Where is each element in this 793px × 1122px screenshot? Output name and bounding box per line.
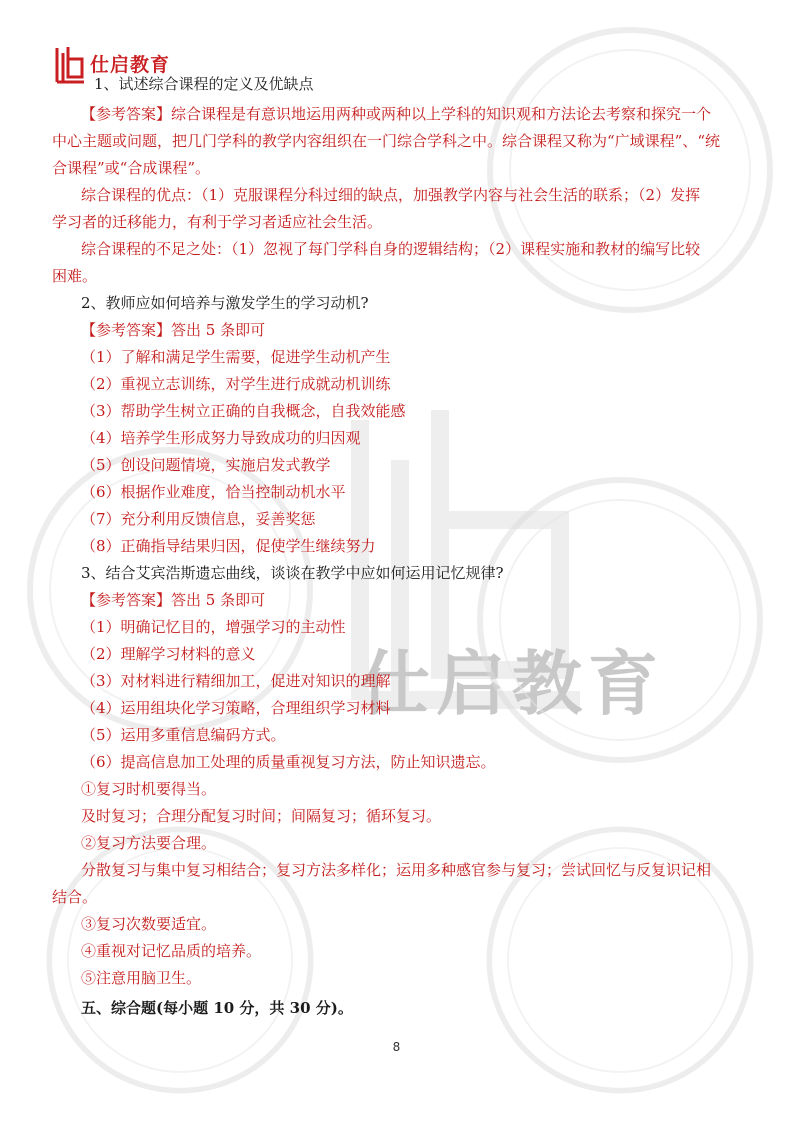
list-item: （3）帮助学生树立正确的自我概念，自我效能感 bbox=[81, 402, 406, 420]
answer-label: 【参考答案】答出 5 条即可 bbox=[81, 321, 266, 339]
list-item: （5）创设问题情境，实施启发式教学 bbox=[81, 456, 331, 474]
page-number: 8 bbox=[392, 1040, 401, 1054]
list-item: （3）对材料进行精细加工，促进对知识的理解 bbox=[81, 672, 391, 690]
list-item: （8）正确指导结果归因，促使学生继续努力 bbox=[81, 537, 376, 555]
list-item: ⑤注意用脑卫生。 bbox=[81, 969, 202, 987]
list-item: （4）培养学生形成努力导致成功的归因观 bbox=[81, 429, 361, 447]
list-item: （6）根据作业难度，恰当控制动机水平 bbox=[81, 483, 346, 501]
list-item: （4）运用组块化学习策略，合理组织学习材料 bbox=[81, 699, 391, 717]
list-item: 及时复习；合理分配复习时间；间隔复习；循环复习。 bbox=[81, 807, 442, 825]
answer-text: 合课程”或“合成课程”。 bbox=[52, 159, 211, 177]
list-item: ③复习次数要适宜。 bbox=[81, 915, 217, 933]
answer-text: 综合课程的优点：（1）克服课程分科过细的缺点，加强教学内容与社会生活的联系；（2）发挥 bbox=[81, 186, 701, 204]
list-item: 分散复习与集中复习相结合；复习方法多样化；运用多种感官参与复习；尝试回忆与反复识记相 bbox=[81, 861, 712, 879]
shiqi-logo-icon bbox=[52, 45, 86, 85]
list-item: ②复习方法要合理。 bbox=[81, 834, 217, 852]
list-item: （7）充分利用反馈信息，妥善奖惩 bbox=[81, 510, 316, 528]
list-item: ④重视对记忆品质的培养。 bbox=[81, 942, 262, 960]
watermark-text: 仕启教育 bbox=[360, 643, 664, 725]
watermark-seal-icon bbox=[480, 20, 780, 320]
list-item: （1）明确记忆目的，增强学习的主动性 bbox=[81, 618, 346, 636]
list-item: （6）提高信息加工处理的质量重视复习方法，防止知识遗忘。 bbox=[81, 753, 496, 771]
watermark-seal-icon bbox=[470, 470, 770, 770]
list-item: 结合。 bbox=[52, 888, 98, 906]
list-item: （2）重视立志训练，对学生进行成就动机训练 bbox=[81, 375, 391, 393]
answer-text: 综合课程的不足之处：（1）忽视了每门学科自身的逻辑结构；（2）课程实施和教材的编写比较 bbox=[81, 240, 701, 258]
list-item: （2）理解学习材料的意义 bbox=[81, 645, 256, 663]
answer-text: 困难。 bbox=[52, 267, 98, 285]
section-5-title: 五、综合题(每小题 10 分，共 30 分)。 bbox=[81, 999, 353, 1017]
brand-name: 仕启教育 bbox=[90, 54, 171, 76]
question-3-title: 3、结合艾宾浩斯遗忘曲线，谈谈在教学中应如何运用记忆规律? bbox=[81, 564, 504, 582]
question-2-title: 2、教师应如何培养与激发学生的学习动机? bbox=[81, 294, 369, 312]
list-item: ①复习时机要得当。 bbox=[81, 780, 217, 798]
answer-text: 学习者的迁移能力，有利于学习者适应社会生活。 bbox=[52, 213, 383, 231]
list-item: （1）了解和满足学生需要，促进学生动机产生 bbox=[81, 348, 391, 366]
list-item: （5）运用多重信息编码方式。 bbox=[81, 726, 286, 744]
answer-text: 中心主题或问题，把几门学科的教学内容组织在一门综合学科之中。综合课程又称为“广域课程”、“统 bbox=[52, 132, 721, 150]
answer-label: 【参考答案】答出 5 条即可 bbox=[81, 591, 266, 609]
answer-text: 【参考答案】综合课程是有意识地运用两种或两种以上学科的知识观和方法论去考察和探究一个 bbox=[81, 105, 712, 123]
question-1-title: 1、试述综合课程的定义及优缺点 bbox=[94, 75, 314, 93]
